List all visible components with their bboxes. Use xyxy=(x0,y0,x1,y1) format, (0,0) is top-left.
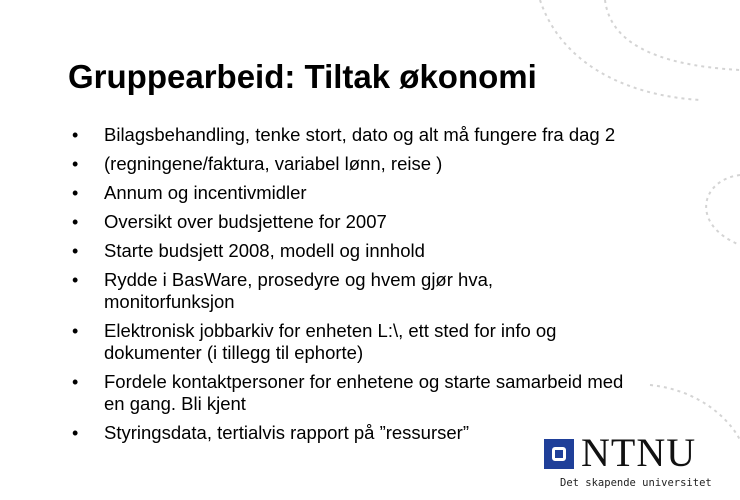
bullet-text: Oversikt over budsjettene for 2007 xyxy=(104,211,387,232)
bullet-dot: • xyxy=(72,125,79,145)
bullet-text: Fordele kontaktpersoner for enhetene og starte samarbeid med xyxy=(104,371,624,392)
bullet-dot: • xyxy=(72,321,79,341)
bullet-item xyxy=(72,320,712,364)
bullet-item xyxy=(72,124,712,146)
bullet-text: Rydde i BasWare, prosedyre og hvem gjør hva, xyxy=(104,269,494,290)
bullet-text: Annum og incentivmidler xyxy=(104,182,307,203)
bullet-text-continued: en gang. Bli kjent xyxy=(104,393,246,414)
bullet-dot: • xyxy=(72,154,79,174)
bullet-dot: • xyxy=(72,241,79,261)
bullet-item xyxy=(72,182,712,204)
bullet-item xyxy=(72,240,712,262)
bullet-item xyxy=(72,211,712,233)
bullet-text-continued: monitorfunksjon xyxy=(104,291,235,312)
bullet-dot: • xyxy=(72,212,79,232)
bullet-text: Styringsdata, tertialvis rapport på ”ressurser” xyxy=(104,422,469,443)
bullet-text: (regningene/faktura, variabel lønn, reise ) xyxy=(104,153,443,174)
ntnu-logo-mark-icon xyxy=(544,439,574,469)
bullet-text: Bilagsbehandling, tenke stort, dato og alt må fungere fra dag 2 xyxy=(104,124,616,145)
logo-wordmark: NTNU xyxy=(581,430,697,475)
bullet-dot: • xyxy=(72,270,79,290)
bullet-text: Starte budsjett 2008, modell og innhold xyxy=(104,240,425,261)
slide-title: Gruppearbeid: Tiltak økonomi xyxy=(68,58,537,95)
bullet-list xyxy=(72,124,712,451)
bullet-item xyxy=(72,371,712,415)
bullet-dot: • xyxy=(72,183,79,203)
logo-tagline: Det skapende universitet xyxy=(560,477,712,489)
bullet-dot: • xyxy=(72,372,79,392)
bullet-dot: • xyxy=(72,423,79,443)
bullet-text: Elektronisk jobbarkiv for enheten L:\, ett sted for info og xyxy=(104,320,557,341)
bullet-item xyxy=(72,269,712,313)
ntnu-logo xyxy=(544,430,712,493)
bullet-item xyxy=(72,153,712,175)
bullet-text-continued: dokumenter (i tillegg til ephorte) xyxy=(104,342,364,363)
